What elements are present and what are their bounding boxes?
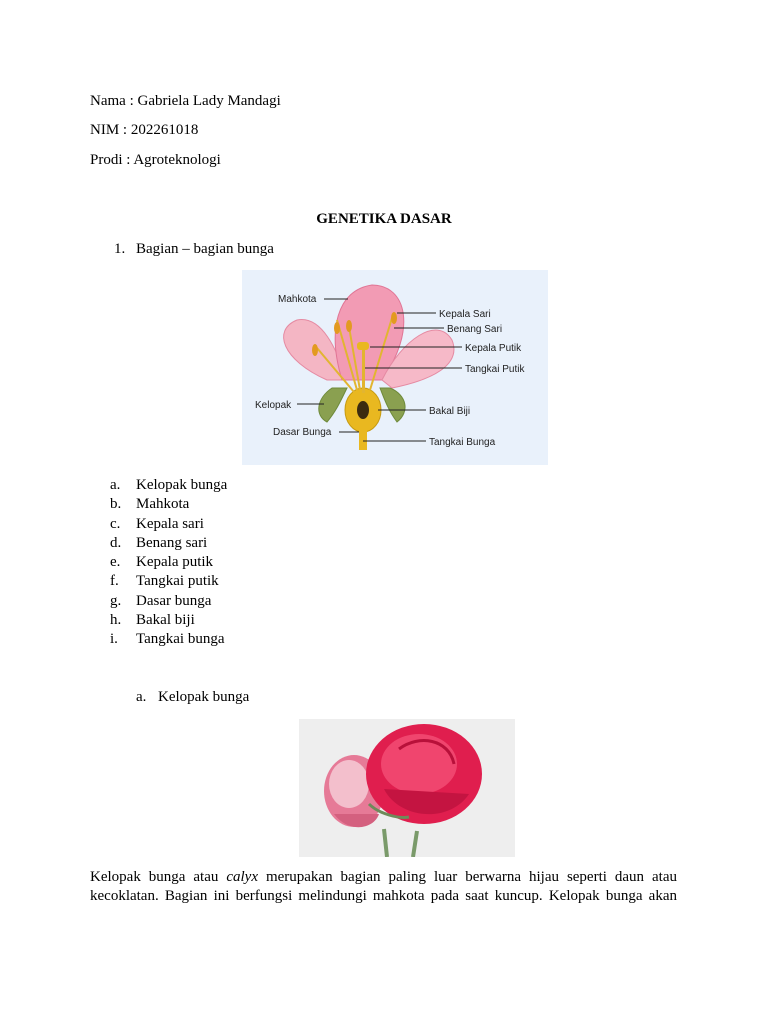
- list-item: e. Kepala putik: [110, 554, 214, 571]
- paragraph-line-1: Kelopak bunga atau calyx merupakan bagian paling luar berwarna hijau seperti daun atau: [90, 869, 677, 885]
- list-item: f. Tangkai putik: [110, 573, 219, 590]
- list-item: h. Bakal biji: [110, 612, 195, 629]
- student-name: Nama : Gabriela Lady Mandagi: [90, 93, 281, 109]
- label-tangkai-bunga: Tangkai Bunga: [429, 437, 496, 448]
- flower-parts-list: [110, 476, 227, 650]
- list-item: g. Dasar bunga: [110, 592, 212, 609]
- list-item: d. Benang sari: [110, 534, 208, 551]
- label-tangkai-putik: Tangkai Putik: [465, 364, 525, 375]
- student-nim: NIM : 202261018: [90, 122, 199, 138]
- list-item: c. Kepala sari: [110, 515, 204, 532]
- section-heading: Bagian – bagian bunga: [136, 241, 274, 257]
- label-kepala-putik: Kepala Putik: [465, 343, 522, 354]
- label-benang-sari: Benang Sari: [447, 324, 503, 335]
- subsection-heading: a. Kelopak bunga: [136, 689, 250, 705]
- list-item: a. Kelopak bunga: [110, 477, 228, 493]
- label-kepala-sari: Kepala Sari: [439, 309, 491, 320]
- label-bakal-biji: Bakal Biji: [429, 406, 471, 417]
- rose-photo: [299, 719, 515, 857]
- document-title: GENETIKA DASAR: [316, 211, 452, 227]
- label-mahkota: Mahkota: [278, 294, 317, 305]
- label-kelopak: Kelopak: [255, 400, 292, 411]
- flower-parts-diagram: [242, 270, 548, 465]
- label-dasar-bunga: Dasar Bunga: [273, 427, 332, 438]
- student-prodi: Prodi : Agroteknologi: [90, 152, 221, 168]
- paragraph-line-2: kecoklatan. Bagian ini berfungsi melindungi mahkota pada saat kuncup. Kelopak bunga akan: [90, 888, 677, 904]
- section-number: 1.: [114, 241, 126, 257]
- list-item: i. Tangkai bunga: [110, 631, 225, 648]
- list-item: b. Mahkota: [110, 496, 190, 513]
